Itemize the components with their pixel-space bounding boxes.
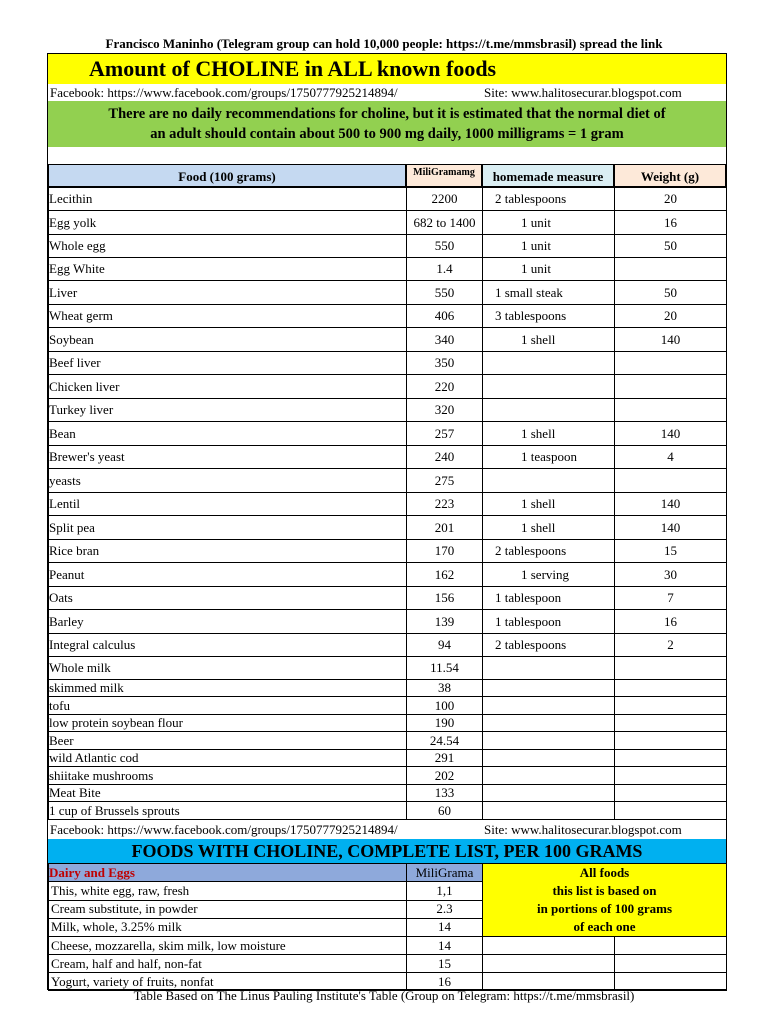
mg-cell: 24.54 [407, 732, 483, 750]
portion-note-line: All foods [579, 865, 630, 880]
portion-note-line: of each one [573, 919, 636, 934]
section-title: FOODS WITH CHOLINE, COMPLETE LIST, PER 100 GRAMS [48, 839, 726, 863]
measure-cell: 2 tablespoons [483, 634, 615, 657]
section-food-cell: Cream, half and half, non-fat [49, 955, 407, 973]
food-cell: Integral calculus [49, 634, 407, 657]
food-cell: Chicken liver [49, 375, 407, 399]
measure-cell [483, 657, 615, 680]
section-mg-cell: 14 [407, 918, 483, 936]
measure-cell: 1 serving [483, 563, 615, 587]
table-row [49, 680, 727, 697]
table-row [49, 767, 727, 785]
mg-cell: 2200 [407, 188, 483, 211]
weight-cell [615, 680, 727, 697]
measure-cell: 1 shell [483, 328, 615, 352]
table-row [49, 375, 727, 399]
measure-cell: 2 tablespoons [483, 540, 615, 563]
mg-cell: 133 [407, 785, 483, 802]
food-cell: shiitake mushrooms [49, 767, 407, 785]
weight-cell: 140 [615, 328, 727, 352]
measure-cell [483, 469, 615, 493]
food-cell: 1 cup of Brussels sprouts [49, 802, 407, 820]
weight-cell: 20 [615, 188, 727, 211]
section-food-cell: This, white egg, raw, fresh [49, 882, 407, 900]
mg-cell: 202 [407, 767, 483, 785]
table-row [49, 785, 727, 802]
food-cell: Lecithin [49, 188, 407, 211]
table-row [49, 211, 727, 235]
choline-table [48, 187, 727, 820]
food-cell: Lentil [49, 493, 407, 516]
table-row [49, 422, 727, 446]
section-row [49, 937, 727, 955]
section-row [49, 955, 727, 973]
measure-cell [483, 375, 615, 399]
measure-cell [483, 680, 615, 697]
facebook-link-bottom[interactable]: Facebook: https://www.facebook.com/groups/1750777925214894/ [50, 822, 398, 837]
links-row-top [48, 84, 726, 101]
mg-cell: 220 [407, 375, 483, 399]
food-cell: Meat Bite [49, 785, 407, 802]
food-cell: Soybean [49, 328, 407, 352]
mg-cell: 139 [407, 610, 483, 634]
weight-cell: 16 [615, 211, 727, 235]
measure-cell: 1 unit [483, 235, 615, 258]
mg-cell: 291 [407, 750, 483, 767]
table-row [49, 715, 727, 732]
weight-cell [615, 732, 727, 750]
measure-cell: 1 tablespoon [483, 587, 615, 610]
food-cell: Barley [49, 610, 407, 634]
weight-cell: 140 [615, 493, 727, 516]
section-food-cell: Cream substitute, in powder [49, 900, 407, 918]
mg-cell: 340 [407, 328, 483, 352]
table-row [49, 305, 727, 328]
section-mg-cell: 15 [407, 955, 483, 973]
mg-cell: 275 [407, 469, 483, 493]
header-homemade-measure: homemade measure [482, 164, 614, 187]
measure-cell [483, 697, 615, 715]
measure-cell: 2 tablespoons [483, 188, 615, 211]
measure-cell: 3 tablespoons [483, 305, 615, 328]
mg-cell: 201 [407, 516, 483, 540]
measure-cell [483, 352, 615, 375]
header-food: Food (100 grams) [48, 164, 406, 187]
measure-cell: 1 small steak [483, 281, 615, 305]
mg-cell: 162 [407, 563, 483, 587]
food-cell: Oats [49, 587, 407, 610]
measure-cell: 1 tablespoon [483, 610, 615, 634]
section-mg-cell: 14 [407, 937, 483, 955]
measure-cell: 1 shell [483, 493, 615, 516]
weight-cell: 50 [615, 235, 727, 258]
section-mg-cell: 2.3 [407, 900, 483, 918]
mg-cell: 350 [407, 352, 483, 375]
intro-line-1: There are no daily recommendations for choline, but it is estimated that the normal diet of [108, 106, 666, 122]
measure-cell [483, 399, 615, 422]
weight-cell [615, 258, 727, 281]
mg-cell: 682 to 1400 [407, 211, 483, 235]
section-food-cell: Cheese, mozzarella, skim milk, low moisture [49, 937, 407, 955]
mg-cell: 11.54 [407, 657, 483, 680]
measure-cell [483, 767, 615, 785]
section-food-cell: Yogurt, variety of fruits, nonfat [49, 973, 407, 991]
measure-cell [483, 802, 615, 820]
mg-cell: 550 [407, 281, 483, 305]
weight-cell: 2 [615, 634, 727, 657]
weight-cell [615, 767, 727, 785]
table-row [49, 446, 727, 469]
food-cell: Egg White [49, 258, 407, 281]
portion-note [483, 864, 727, 937]
food-cell: Liver [49, 281, 407, 305]
section-category-label: Dairy and Eggs [49, 864, 407, 882]
food-cell: low protein soybean flour [49, 715, 407, 732]
food-cell: Wheat germ [49, 305, 407, 328]
header-weight: Weight (g) [614, 164, 726, 187]
facebook-link[interactable]: Facebook: https://www.facebook.com/groups/1750777925214894/ [50, 85, 398, 100]
table-row [49, 188, 727, 211]
weight-cell [615, 697, 727, 715]
mg-cell: 170 [407, 540, 483, 563]
table-row [49, 563, 727, 587]
measure-cell [483, 750, 615, 767]
mg-cell: 257 [407, 422, 483, 446]
mg-cell: 60 [407, 802, 483, 820]
food-cell: Egg yolk [49, 211, 407, 235]
empty-cell [615, 937, 727, 955]
food-cell: Split pea [49, 516, 407, 540]
food-cell: Beef liver [49, 352, 407, 375]
weight-cell [615, 785, 727, 802]
intro-line-2: an adult should contain about 500 to 900 mg daily, 1000 milligrams = 1 gram [150, 126, 624, 142]
mg-cell: 100 [407, 697, 483, 715]
weight-cell: 50 [615, 281, 727, 305]
header-milligrams: MiliGramamg [406, 164, 482, 187]
site-link-bottom[interactable]: Site: www.halitosecurar.blogspot.com [484, 822, 682, 837]
measure-cell [483, 715, 615, 732]
weight-cell: 15 [615, 540, 727, 563]
measure-cell: 1 unit [483, 258, 615, 281]
mg-cell: 240 [407, 446, 483, 469]
dairy-eggs-table [48, 863, 727, 991]
portion-note-line: in portions of 100 grams [536, 901, 673, 916]
weight-cell: 140 [615, 516, 727, 540]
table-row [49, 399, 727, 422]
mg-cell: 1.4 [407, 258, 483, 281]
food-cell: yeasts [49, 469, 407, 493]
mg-cell: 38 [407, 680, 483, 697]
measure-cell [483, 732, 615, 750]
measure-cell [483, 785, 615, 802]
measure-cell: 1 shell [483, 516, 615, 540]
weight-cell: 30 [615, 563, 727, 587]
empty-cell [483, 955, 615, 973]
table-row [49, 328, 727, 352]
food-cell: skimmed milk [49, 680, 407, 697]
food-cell: tofu [49, 697, 407, 715]
table-row [49, 657, 727, 680]
section-header-row [49, 864, 727, 882]
measure-cell: 1 teaspoon [483, 446, 615, 469]
empty-cell [483, 937, 615, 955]
table-row [49, 516, 727, 540]
mg-cell: 550 [407, 235, 483, 258]
section-mg-cell: 16 [407, 973, 483, 991]
food-cell: Brewer's yeast [49, 446, 407, 469]
table-row [49, 587, 727, 610]
weight-cell: 7 [615, 587, 727, 610]
food-cell: Beer [49, 732, 407, 750]
measure-cell: 1 shell [483, 422, 615, 446]
weight-cell [615, 352, 727, 375]
mg-cell: 320 [407, 399, 483, 422]
table-row [49, 258, 727, 281]
document-header-line: Francisco Maninho (Telegram group can hold 10,000 people: https://t.me/mmsbrasil) spread the link [105, 36, 663, 51]
food-cell: Whole milk [49, 657, 407, 680]
portion-note-line: this list is based on [552, 883, 657, 898]
table-row [49, 493, 727, 516]
weight-cell [615, 657, 727, 680]
weight-cell: 20 [615, 305, 727, 328]
table-row [49, 469, 727, 493]
food-cell: Bean [49, 422, 407, 446]
table-row [49, 352, 727, 375]
empty-cell [615, 955, 727, 973]
food-cell: Rice bran [49, 540, 407, 563]
section-mg-header: MiliGrama [407, 864, 483, 882]
table-row [49, 732, 727, 750]
weight-cell [615, 715, 727, 732]
food-cell: Whole egg [49, 235, 407, 258]
table-row [49, 540, 727, 563]
table-row [49, 750, 727, 767]
table-row [49, 634, 727, 657]
food-cell: wild Atlantic cod [49, 750, 407, 767]
table-row [49, 235, 727, 258]
mg-cell: 94 [407, 634, 483, 657]
table-row [49, 697, 727, 715]
table-row [49, 802, 727, 820]
food-cell: Peanut [49, 563, 407, 587]
site-link[interactable]: Site: www.halitosecurar.blogspot.com [484, 85, 682, 100]
section-mg-cell: 1,1 [407, 882, 483, 900]
weight-cell [615, 469, 727, 493]
measure-cell: 1 unit [483, 211, 615, 235]
source-note: Table Based on The Linus Pauling Institute's Table (Group on Telegram: https://t.me/mmsbrasil) [133, 988, 635, 1003]
weight-cell [615, 399, 727, 422]
mg-cell: 156 [407, 587, 483, 610]
mg-cell: 190 [407, 715, 483, 732]
section-food-cell: Milk, whole, 3.25% milk [49, 918, 407, 936]
weight-cell [615, 375, 727, 399]
food-cell: Turkey liver [49, 399, 407, 422]
links-row-bottom [48, 821, 726, 838]
table-row [49, 610, 727, 634]
weight-cell: 4 [615, 446, 727, 469]
mg-cell: 223 [407, 493, 483, 516]
weight-cell [615, 750, 727, 767]
weight-cell: 140 [615, 422, 727, 446]
weight-cell [615, 802, 727, 820]
page-title: Amount of CHOLINE in ALL known foods [48, 54, 726, 84]
table-row [49, 281, 727, 305]
mg-cell: 406 [407, 305, 483, 328]
intro-banner [48, 101, 726, 147]
weight-cell: 16 [615, 610, 727, 634]
